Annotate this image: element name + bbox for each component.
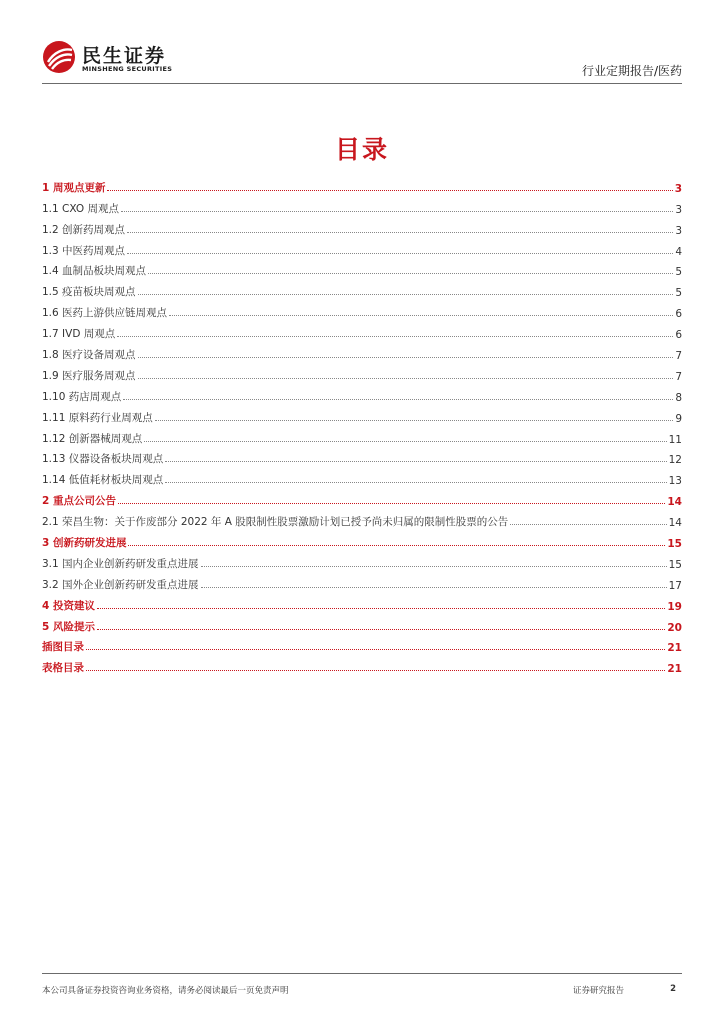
report-type: 行业定期报告/医药 <box>581 64 682 78</box>
toc-entry-page: 6 <box>675 329 682 342</box>
toc-entry-title: 1.4 血制品板块周观点 <box>42 265 147 278</box>
toc-dot-leader <box>155 420 674 421</box>
toc-dot-leader <box>138 378 674 379</box>
toc-entry[interactable] <box>42 529 682 550</box>
toc-entry-title: 1 周观点更新 <box>42 181 106 194</box>
toc-entry-page: 3 <box>674 182 682 195</box>
toc-entry-title: 1.7 IVD 周观点 <box>42 328 116 341</box>
toc-title: 目录 <box>334 135 389 164</box>
toc-entry-page: 12 <box>668 454 682 467</box>
toc-entry-title: 5 风险提示 <box>42 620 95 633</box>
toc-entry-page: 8 <box>675 391 682 404</box>
toc-entry[interactable] <box>42 216 682 237</box>
toc-entry[interactable] <box>42 508 682 529</box>
toc-entry[interactable] <box>42 466 682 487</box>
toc-dot-leader <box>97 608 665 609</box>
toc-entry[interactable] <box>42 404 682 425</box>
toc-entry[interactable] <box>42 487 682 508</box>
toc-dot-leader <box>165 461 666 462</box>
table-of-contents <box>42 174 682 675</box>
toc-entry-title: 1.11 原料药行业周观点 <box>42 411 153 424</box>
toc-entry[interactable] <box>42 258 682 279</box>
toc-entry-title: 1.8 医疗设备周观点 <box>42 349 136 362</box>
brand-name-en: MINSHENG SECURITIES <box>82 65 173 73</box>
toc-entry[interactable] <box>42 278 682 299</box>
toc-entry-title: 4 投资建议 <box>42 599 95 612</box>
toc-entry-page: 3 <box>675 224 682 237</box>
brand-logo <box>42 38 192 78</box>
toc-entry-title: 插图目录 <box>42 641 84 654</box>
toc-dot-leader <box>201 587 667 588</box>
toc-entry-page: 11 <box>668 433 682 446</box>
toc-entry[interactable] <box>42 195 682 216</box>
toc-entry-title: 1.13 仪器设备板块周观点 <box>42 453 164 466</box>
toc-entry-title: 2 重点公司公告 <box>42 495 116 508</box>
toc-entry-page: 21 <box>667 663 682 676</box>
toc-entry-page: 3 <box>675 203 682 216</box>
toc-entry[interactable] <box>42 654 682 675</box>
toc-dot-leader <box>201 566 667 567</box>
toc-entry[interactable] <box>42 237 682 258</box>
toc-entry-title: 1.12 创新器械周观点 <box>42 432 143 445</box>
minsheng-logo-icon <box>42 40 76 74</box>
toc-dot-leader <box>121 211 673 212</box>
toc-entry-title: 1.3 中医药周观点 <box>42 244 126 257</box>
toc-entry-title: 1.5 疫苗板块周观点 <box>42 286 136 299</box>
toc-entry-title: 3.2 国外企业创新药研发重点进展 <box>42 578 199 591</box>
page-footer <box>42 973 682 1003</box>
toc-entry[interactable] <box>42 174 682 195</box>
toc-dot-leader <box>123 399 673 400</box>
toc-entry-page: 7 <box>675 370 682 383</box>
toc-entry[interactable] <box>42 613 682 634</box>
toc-entry-title: 2.1 荣昌生物：关于作废部分 2022 年 A 股限制性股票激励计划已授予尚未归属的限制性股票的公告 <box>42 516 509 529</box>
toc-dot-leader <box>138 357 674 358</box>
toc-entry-page: 14 <box>667 496 682 509</box>
toc-dot-leader <box>118 503 665 504</box>
toc-dot-leader <box>97 629 665 630</box>
toc-dot-leader <box>144 441 666 442</box>
toc-entry-page: 20 <box>667 621 682 634</box>
toc-entry-page: 19 <box>667 600 682 613</box>
toc-dot-leader <box>128 545 665 546</box>
toc-dot-leader <box>127 253 673 254</box>
toc-entry-page: 4 <box>675 245 682 258</box>
toc-dot-leader <box>107 190 672 191</box>
toc-entry-title: 1.9 医疗服务周观点 <box>42 369 136 382</box>
toc-entry[interactable] <box>42 425 682 446</box>
toc-entry[interactable] <box>42 362 682 383</box>
toc-dot-leader <box>510 524 666 525</box>
toc-dot-leader <box>148 273 673 274</box>
toc-entry[interactable] <box>42 383 682 404</box>
toc-entry-page: 13 <box>668 475 682 488</box>
toc-entry[interactable] <box>42 320 682 341</box>
page-number: 2 <box>670 984 676 994</box>
toc-entry-title: 3 创新药研发进展 <box>42 537 127 550</box>
toc-entry[interactable] <box>42 446 682 467</box>
toc-entry-page: 15 <box>668 558 682 571</box>
toc-entry-page: 14 <box>668 517 682 530</box>
toc-entry-title: 1.2 创新药周观点 <box>42 223 126 236</box>
brand-name-cn: 民生证券 <box>82 45 167 67</box>
toc-dot-leader <box>127 232 673 233</box>
footer-disclaimer: 本公司具备证券投资咨询业务资格，请务必阅读最后一页免责声明 <box>42 986 289 996</box>
page-header <box>42 38 682 84</box>
toc-dot-leader <box>138 294 674 295</box>
toc-entry-page: 21 <box>667 642 682 655</box>
toc-entry-page: 5 <box>675 266 682 279</box>
toc-entry-title: 1.6 医药上游供应链周观点 <box>42 307 168 320</box>
toc-entry[interactable] <box>42 592 682 613</box>
footer-label: 证券研究报告 <box>572 986 624 996</box>
toc-entry[interactable] <box>42 634 682 655</box>
toc-entry-title: 1.10 药店周观点 <box>42 390 122 403</box>
toc-entry-page: 5 <box>675 287 682 300</box>
toc-dot-leader <box>169 315 673 316</box>
toc-entry-page: 17 <box>668 579 682 592</box>
toc-entry-page: 15 <box>667 538 682 551</box>
toc-entry-page: 6 <box>675 308 682 321</box>
toc-entry[interactable] <box>42 571 682 592</box>
toc-entry-title: 1.14 低值耗材板块周观点 <box>42 474 164 487</box>
toc-entry[interactable] <box>42 299 682 320</box>
toc-entry-page: 7 <box>675 350 682 363</box>
toc-entry-title: 3.1 国内企业创新药研发重点进展 <box>42 557 199 570</box>
toc-dot-leader <box>117 336 673 337</box>
toc-dot-leader <box>86 670 665 671</box>
toc-dot-leader <box>165 482 666 483</box>
toc-entry-page: 9 <box>675 412 682 425</box>
toc-entry[interactable] <box>42 341 682 362</box>
toc-entry[interactable] <box>42 550 682 571</box>
toc-entry-title: 表格目录 <box>42 662 84 675</box>
toc-entry-title: 1.1 CXO 周观点 <box>42 202 119 215</box>
toc-dot-leader <box>86 649 665 650</box>
